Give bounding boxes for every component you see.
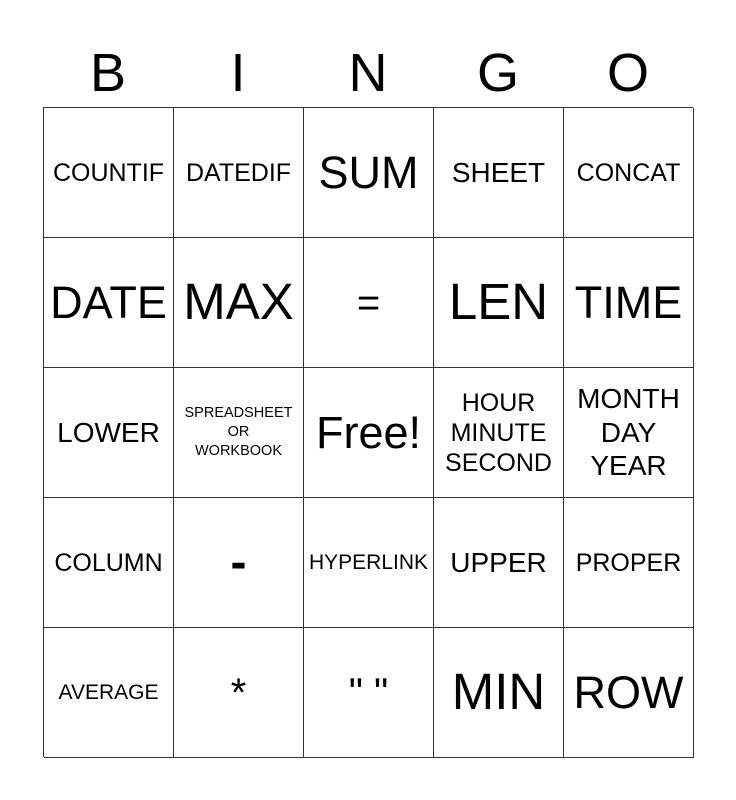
free-space-cell[interactable] — [304, 368, 434, 498]
bingo-cell[interactable] — [564, 368, 694, 498]
cell-label: HOUR MINUTE SECOND — [445, 388, 552, 477]
free-space-label: Free! — [315, 406, 422, 458]
bingo-cell[interactable] — [434, 238, 564, 368]
bingo-cell[interactable] — [44, 368, 174, 498]
cell-label: ROW — [573, 666, 684, 718]
bingo-cell[interactable] — [434, 368, 564, 498]
bingo-cell[interactable] — [44, 108, 174, 238]
header-letter-g: G — [476, 43, 519, 103]
bingo-cell[interactable] — [304, 108, 434, 238]
bingo-cell[interactable] — [174, 238, 304, 368]
cell-label: UPPER — [450, 546, 547, 578]
header-letter-i: I — [230, 43, 246, 103]
bingo-cell[interactable] — [174, 108, 304, 238]
cell-label: DATEDIF — [185, 158, 292, 187]
cell-label: COUNTIF — [52, 158, 165, 187]
cell-label: AVERAGE — [58, 680, 159, 704]
bingo-cell[interactable] — [44, 238, 174, 368]
cell-label: MAX — [183, 273, 294, 331]
cell-label: MIN — [451, 663, 546, 721]
cell-label: - — [230, 535, 247, 589]
header-letter-o: O — [606, 43, 649, 103]
header-letter-b: B — [89, 43, 127, 103]
cell-label: LOWER — [57, 416, 160, 448]
cell-label: MONTH DAY YEAR — [577, 383, 680, 482]
cell-label: * — [230, 670, 247, 715]
bingo-cell[interactable] — [434, 108, 564, 238]
bingo-board — [43, 107, 693, 757]
bingo-cell[interactable] — [174, 628, 304, 758]
bingo-cell[interactable] — [564, 108, 694, 238]
cell-label: PROPER — [575, 548, 682, 577]
bingo-cell[interactable] — [304, 628, 434, 758]
bingo-header — [43, 40, 693, 106]
bingo-cell[interactable] — [44, 498, 174, 628]
cell-label: HYPERLINK — [308, 550, 429, 574]
cell-label: COLUMN — [54, 548, 163, 577]
cell-label: = — [356, 280, 381, 325]
cell-label: CONCAT — [576, 158, 681, 187]
cell-label: SHEET — [451, 156, 546, 188]
bingo-cell[interactable] — [304, 498, 434, 628]
bingo-cell[interactable] — [44, 628, 174, 758]
bingo-cell[interactable] — [564, 498, 694, 628]
bingo-cell[interactable] — [174, 368, 304, 498]
bingo-cell[interactable] — [434, 498, 564, 628]
cell-label: SPREADSHEET OR WORKBOOK — [184, 405, 293, 459]
bingo-cell[interactable] — [434, 628, 564, 758]
header-letter-n: N — [348, 43, 388, 103]
bingo-cell[interactable] — [564, 628, 694, 758]
cell-label: TIME — [574, 276, 683, 328]
bingo-cell[interactable] — [564, 238, 694, 368]
cell-label: SUM — [318, 146, 419, 198]
cell-label: DATE — [50, 276, 167, 328]
bingo-cell[interactable] — [304, 238, 434, 368]
cell-label: " " — [348, 670, 389, 715]
cell-label: LEN — [448, 273, 549, 331]
bingo-cell[interactable] — [174, 498, 304, 628]
